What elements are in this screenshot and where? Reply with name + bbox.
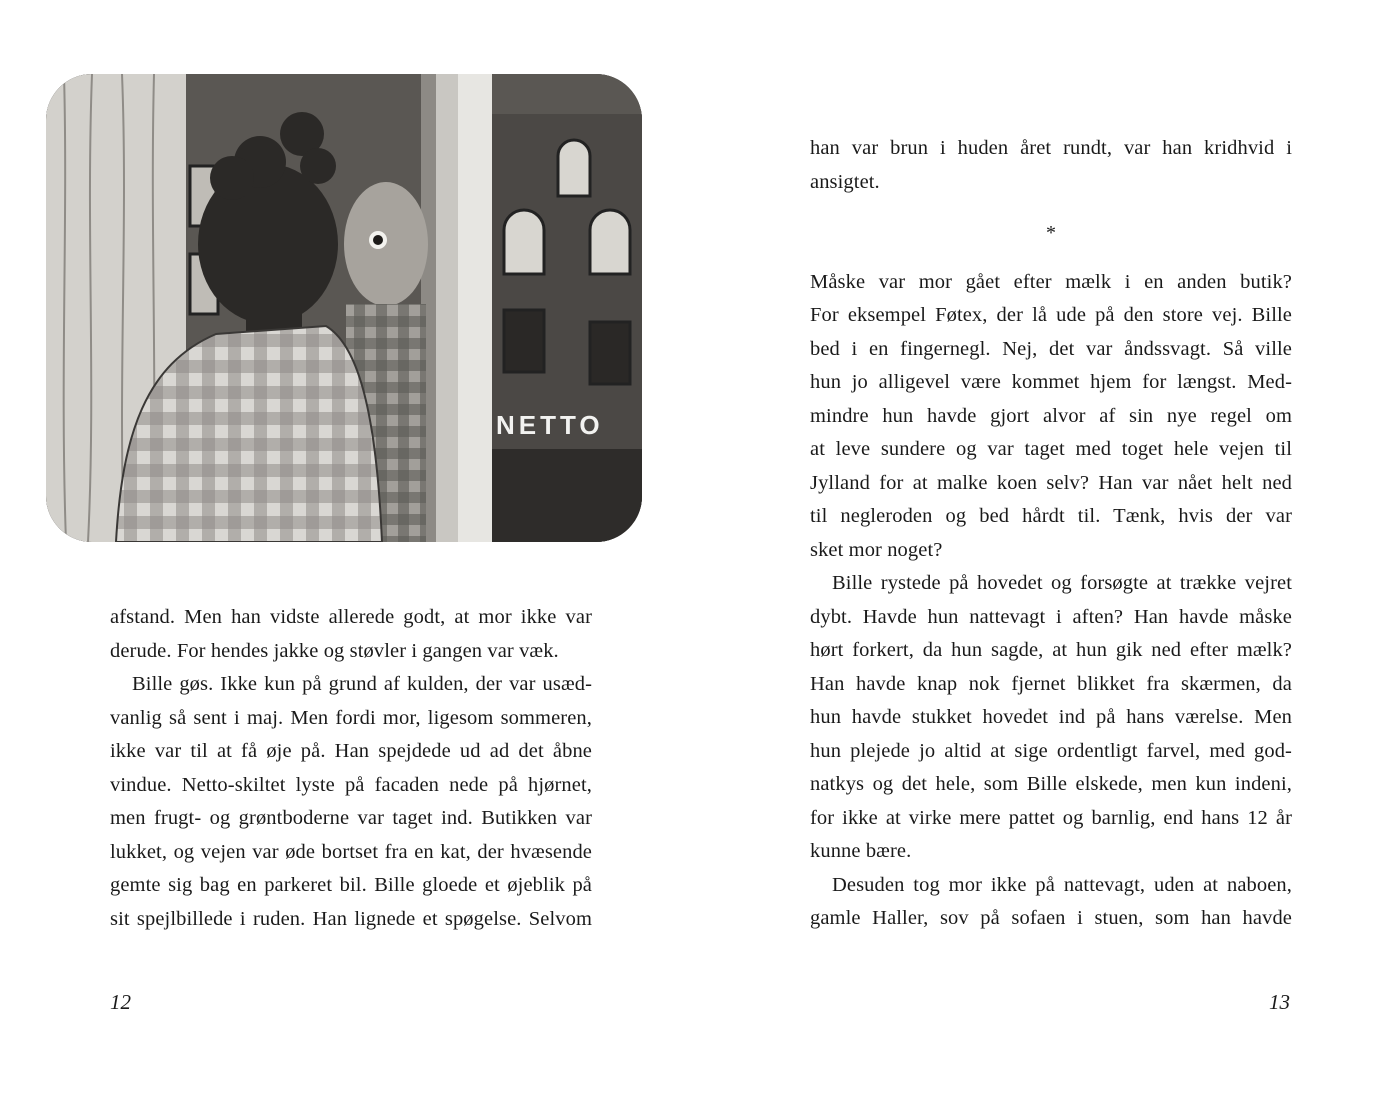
text-line: vindue. Netto-skiltet lyste på facaden nede på hjørnet,	[110, 773, 592, 796]
text-line: hun plejede jo altid at sige ordentligt farvel, med god-	[810, 739, 1292, 762]
page-number-right: 13	[1269, 990, 1290, 1014]
text-line: hun havde stukket hovedet ind på hans værelse. Men	[810, 706, 1292, 728]
text-line: at leve sundere og var taget med toget hele vejen til	[810, 438, 1292, 460]
paragraph	[810, 869, 1292, 936]
text-line: Desuden tog mor ikke på nattevagt, uden at naboen,	[832, 873, 1292, 896]
paragraph	[810, 567, 1292, 869]
text-line: bed i en fingernegl. Nej, det var åndssvagt. Så ville	[810, 337, 1292, 360]
text-line: ansigtet.	[810, 170, 880, 193]
text-line: sit spejlbillede i ruden. Han lignede et spøgelse. Selvom	[110, 907, 592, 930]
text-line: afstand. Men han vidste allerede godt, at mor ikke var	[110, 606, 592, 628]
text-line: for ikke at virke mere pattet og barnlig, end hans 12 år	[810, 806, 1292, 829]
text-line: natkys og det hele, som Bille elskede, men kun indeni,	[810, 773, 1292, 795]
text-line: hun jo alligevel være kommet hjem for længst. Med-	[810, 371, 1292, 393]
left-page-body-text	[110, 601, 592, 936]
netto-sign: NETTO	[496, 410, 604, 440]
text-line: Måske var mor gået efter mælk i en anden butik?	[810, 270, 1292, 293]
text-line: Jylland for at malke koen selv? Han var nået helt ned	[810, 471, 1292, 494]
right-text-before-break	[810, 132, 1292, 199]
paragraph	[110, 601, 592, 668]
section-break-asterisk: *	[1045, 222, 1057, 244]
page-number-left: 12	[110, 990, 131, 1014]
paragraph	[810, 266, 1292, 568]
text-line: til negleroden og bed hårdt til. Tænk, hvis der var	[810, 505, 1292, 527]
text-line: gamle Haller, sov på sofaen i stuen, som han havde	[810, 907, 1292, 929]
text-line: vanlig så sent i maj. Men fordi mor, ligesom sommeren,	[110, 706, 592, 729]
text-line: lukket, og vejen var øde bortset fra en kat, der hvæsende	[110, 840, 592, 863]
paragraph	[110, 668, 592, 936]
text-line: mindre hun havde gjort alvor af sin nye regel om	[810, 404, 1292, 427]
paragraph	[810, 132, 1292, 199]
right-page-body-text	[810, 132, 1292, 936]
text-line: men frugt- og grøntboderne var taget ind. Butikken var	[110, 807, 592, 829]
text-line: hørt forkert, da hun sagde, at hun gik ned efter mælk?	[810, 639, 1292, 661]
right-text-after-break	[810, 266, 1292, 936]
text-line: dybt. Havde hun nattevagt i aften? Han havde måske	[810, 605, 1292, 628]
text-line: For eksempel Føtex, der lå ude på den store vej. Bille	[810, 304, 1292, 326]
text-line: ikke var til at få øje på. Han spejdede ud ad det åbne	[110, 740, 592, 762]
text-line: gemte sig bag en parkeret bil. Bille gloede et øjeblik på	[110, 874, 592, 896]
text-line: han var brun i huden året rundt, var han kridhvid i	[810, 137, 1292, 159]
right-page	[700, 0, 1400, 1100]
text-line: kunne bære.	[810, 840, 912, 862]
text-line: derude. For hendes jakke og støvler i gangen var væk.	[110, 639, 559, 662]
text-line: Bille gøs. Ikke kun på grund af kulden, der var usæd-	[132, 673, 592, 695]
illustration-boy-at-window	[46, 74, 642, 542]
text-line: Bille rystede på hovedet og forsøgte at trække vejret	[832, 572, 1292, 594]
text-line: Han havde knap nok fjernet blikket fra skærmen, da	[810, 672, 1292, 695]
text-line: sket mor noget?	[810, 538, 943, 561]
